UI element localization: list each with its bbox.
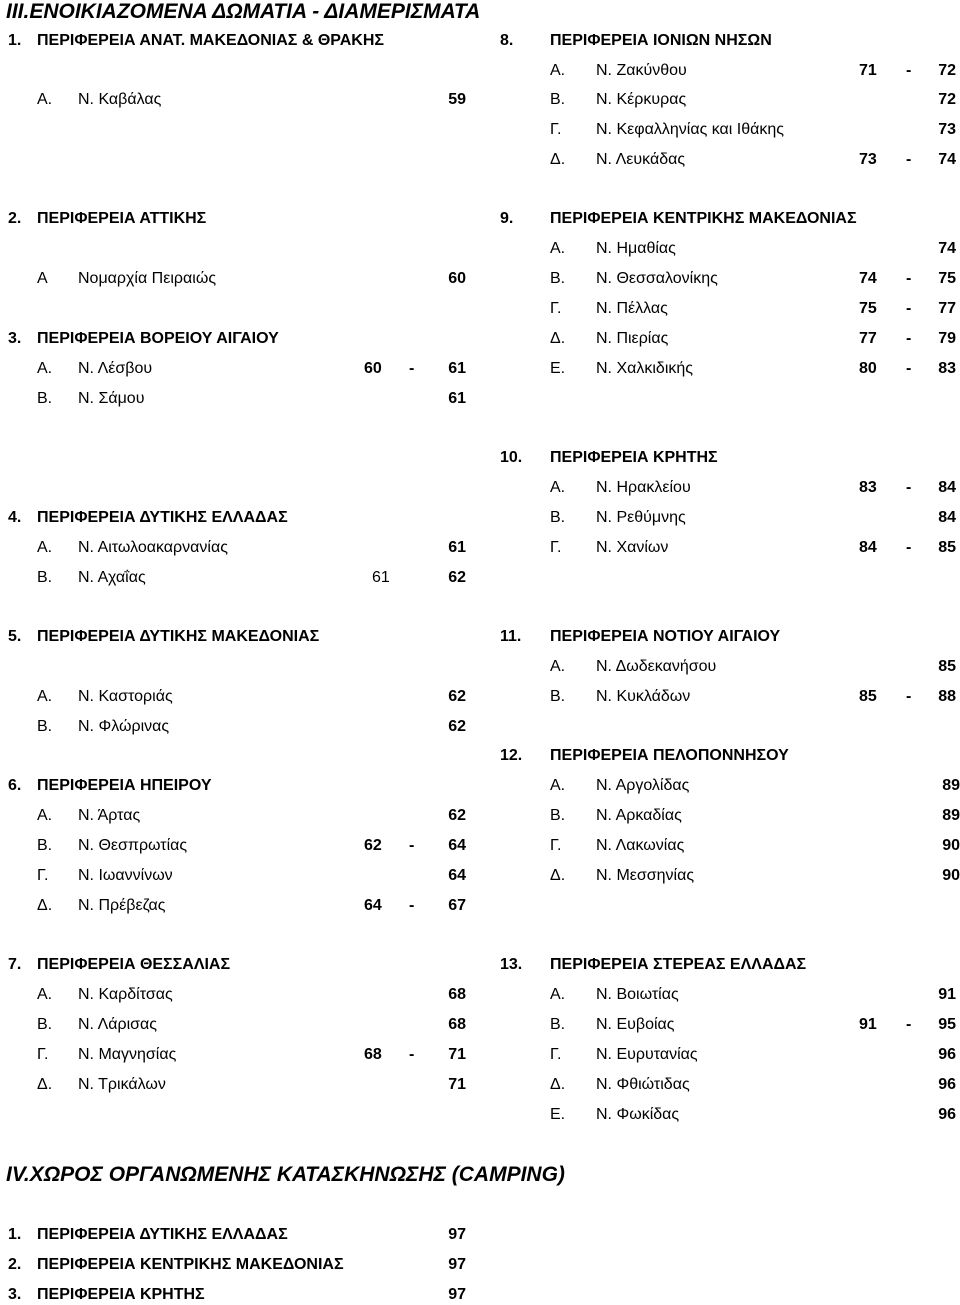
camping-region: ΠΕΡΙΦΕΡΕΙΑ ΔΥΤΙΚΗΣ ΕΛΛΑΔΑΣ (37, 1226, 288, 1243)
prefecture-name: Ν. Καστοριάς (78, 688, 173, 705)
page-number: 95 (938, 1016, 956, 1033)
prefecture-name: Ν. Ευβοίας (596, 1016, 675, 1033)
page-range-dash: - (906, 539, 912, 556)
prefecture-name: Ν. Θεσπρωτίας (78, 837, 188, 854)
region-heading: ΠΕΡΙΦΕΡΕΙΑ ΝΟΤΙΟΥ ΑΙΓΑΙΟΥ (550, 628, 781, 645)
prefecture-letter: Ε. (550, 1106, 566, 1123)
page-range-start: 74 (859, 270, 877, 287)
prefecture-name: Ν. Βοιωτίας (596, 986, 679, 1003)
prefecture-name: Ν. Κέρκυρας (596, 91, 687, 108)
prefecture-letter: Α. (37, 688, 53, 705)
page-number: 89 (942, 777, 960, 794)
page-range-start: 60 (364, 360, 382, 377)
region-heading: ΠΕΡΙΦΕΡΕΙΑ ΔΥΤΙΚΗΣ ΜΑΚΕΔΟΝΙΑΣ (37, 628, 320, 645)
prefecture-letter: Γ. (550, 1046, 562, 1063)
page-number: 68 (448, 986, 466, 1003)
page-range-start: 68 (364, 1046, 382, 1063)
region-heading: ΠΕΡΙΦΕΡΕΙΑ ΑΤΤΙΚΗΣ (37, 210, 207, 227)
prefecture-name: Ν. Πρέβεζας (78, 897, 166, 914)
region-heading: ΠΕΡΙΦΕΡΕΙΑ ΚΡΗΤΗΣ (550, 449, 718, 466)
page-number: 97 (448, 1226, 466, 1243)
prefecture-name: Ν. Λακωνίας (596, 837, 685, 854)
prefecture-name: Ν. Φθιώτιδας (596, 1076, 690, 1093)
prefecture-name: Νομαρχία Πειραιώς (78, 270, 217, 287)
page-number: 96 (938, 1106, 956, 1123)
prefecture-name: Ν. Καρδίτσας (78, 986, 173, 1003)
prefecture-letter: Β. (550, 1016, 566, 1033)
prefecture-name: Ν. Καβάλας (78, 91, 162, 108)
page-number: 90 (942, 867, 960, 884)
prefecture-letter: Δ. (37, 897, 53, 914)
page-range-start: 85 (859, 688, 877, 705)
prefecture-name: Ν. Λευκάδας (596, 151, 686, 168)
region-heading: ΠΕΡΙΦΕΡΕΙΑ ΑΝΑΤ. ΜΑΚΕΔΟΝΙΑΣ & ΘΡΑΚΗΣ (37, 32, 385, 49)
page-number: 96 (938, 1076, 956, 1093)
page-range-start: 91 (859, 1016, 877, 1033)
prefecture-letter: Α. (37, 807, 53, 824)
prefecture-letter: Α. (37, 539, 53, 556)
region-number: 4. (8, 509, 22, 526)
prefecture-letter: Α. (37, 986, 53, 1003)
page-number: 90 (942, 837, 960, 854)
page-number: 89 (942, 807, 960, 824)
prefecture-name: Ν. Μεσσηνίας (596, 867, 695, 884)
prefecture-letter: Β. (37, 837, 53, 854)
prefecture-letter: Γ. (550, 837, 562, 854)
page-range-start: 71 (859, 62, 877, 79)
prefecture-name: Ν. Ευρυτανίας (596, 1046, 698, 1063)
section-title-camping: IV.ΧΩΡΟΣ ΟΡΓΑΝΩΜΕΝΗΣ ΚΑΤΑΣΚΗΝΩΣΗΣ (CAMPING) (6, 1163, 565, 1186)
prefecture-letter: Β. (550, 688, 566, 705)
page-range-dash: - (906, 62, 912, 79)
region-number: 8. (500, 32, 514, 49)
prefecture-name: Ν. Κεφαλληνίας και Ιθάκης (596, 121, 784, 138)
prefecture-letter: Α. (550, 986, 566, 1003)
prefecture-name: Ν. Αιτωλοακαρνανίας (78, 539, 228, 556)
prefecture-letter: Γ. (550, 539, 562, 556)
page-range-dash: - (906, 151, 912, 168)
region-heading: ΠΕΡΙΦΕΡΕΙΑ ΗΠΕΙΡΟΥ (37, 777, 212, 794)
prefecture-name: Ν. Φλώρινας (78, 718, 170, 735)
prefecture-name: Ν. Φωκίδας (596, 1106, 680, 1123)
region-heading: ΠΕΡΙΦΕΡΕΙΑ ΙΟΝΙΩΝ ΝΗΣΩΝ (550, 32, 772, 49)
page-number: 88 (938, 688, 956, 705)
prefecture-name: Ν. Ζακύνθου (596, 62, 687, 79)
prefecture-name: Ν. Άρτας (78, 807, 141, 824)
prefecture-letter: Β. (550, 91, 566, 108)
prefecture-name: Ν. Ηρακλείου (596, 479, 691, 496)
prefecture-letter: Α. (550, 62, 566, 79)
page-number: 68 (448, 1016, 466, 1033)
page-number: 59 (448, 91, 466, 108)
prefecture-name: Ν. Πιερίας (596, 330, 669, 347)
prefecture-name: Ν. Χαλκιδικής (596, 360, 693, 377)
page-number: 74 (938, 151, 956, 168)
page-range-dash: - (906, 330, 912, 347)
page-range-dash: - (409, 360, 415, 377)
prefecture-name: Ν. Θεσσαλονίκης (596, 270, 718, 287)
page-number: 84 (938, 479, 956, 496)
prefecture-name: Ν. Ιωαννίνων (78, 867, 173, 884)
prefecture-name: Ν. Τρικάλων (78, 1076, 166, 1093)
page-number: 73 (938, 121, 956, 138)
prefecture-letter: Γ. (550, 121, 562, 138)
page-number: 97 (448, 1256, 466, 1273)
page-range-dash: - (409, 837, 415, 854)
section-title-rooms: III.ΕΝΟΙΚΙΑΖΟΜΕΝΑ ΔΩΜΑΤΙΑ - ΔΙΑΜΕΡΙΣΜΑΤΑ (6, 0, 481, 23)
camping-region: ΠΕΡΙΦΕΡΕΙΑ ΚΡΗΤΗΣ (37, 1286, 205, 1303)
prefecture-name: Ν. Μαγνησίας (78, 1046, 177, 1063)
prefecture-name: Ν. Ρεθύμνης (596, 509, 686, 526)
prefecture-letter: Δ. (550, 151, 566, 168)
prefecture-name: Ν. Κυκλάδων (596, 688, 691, 705)
page-range-start: 77 (859, 330, 877, 347)
prefecture-letter: Α. (550, 479, 566, 496)
region-number: 5. (8, 628, 22, 645)
prefecture-letter: Β. (37, 390, 53, 407)
page-range-dash: - (906, 479, 912, 496)
camping-number: 3. (8, 1286, 22, 1303)
prefecture-letter: Δ. (550, 330, 566, 347)
prefecture-name: Ν. Πέλλας (596, 300, 668, 317)
page-number: 85 (938, 658, 956, 675)
prefecture-letter: Δ. (550, 867, 566, 884)
region-number: 13. (500, 956, 523, 973)
region-number: 10. (500, 449, 523, 466)
page-number: 72 (938, 62, 956, 79)
page-range-dash: - (906, 270, 912, 287)
prefecture-name: Ν. Χανίων (596, 539, 669, 556)
page-number: 74 (938, 240, 956, 257)
prefecture-letter: Α. (37, 360, 53, 377)
page-range-start: 61 (372, 569, 390, 586)
page-range-start: 73 (859, 151, 877, 168)
page-number: 77 (938, 300, 956, 317)
page-number: 84 (938, 509, 956, 526)
region-number: 9. (500, 210, 514, 227)
page-number: 67 (448, 897, 466, 914)
prefecture-letter: Γ. (550, 300, 562, 317)
region-number: 2. (8, 210, 22, 227)
prefecture-name: Ν. Λέσβου (78, 360, 153, 377)
camping-number: 2. (8, 1256, 22, 1273)
page-range-start: 64 (364, 897, 382, 914)
region-number: 7. (8, 956, 22, 973)
page-number: 62 (448, 688, 466, 705)
prefecture-letter: Β. (37, 1016, 53, 1033)
region-number: 6. (8, 777, 22, 794)
camping-number: 1. (8, 1226, 22, 1243)
prefecture-letter: Β. (550, 807, 566, 824)
region-heading: ΠΕΡΙΦΕΡΕΙΑ ΘΕΣΣΑΛΙΑΣ (37, 956, 231, 973)
region-heading: ΠΕΡΙΦΕΡΕΙΑ ΔΥΤΙΚΗΣ ΕΛΛΑΔΑΣ (37, 509, 288, 526)
page-range-dash: - (906, 1016, 912, 1033)
page-range-dash: - (906, 300, 912, 317)
page-range-dash: - (409, 897, 415, 914)
prefecture-letter: Γ. (37, 1046, 49, 1063)
page-number: 79 (938, 330, 956, 347)
prefecture-name: Ν. Σάμου (78, 390, 145, 407)
page-number: 75 (938, 270, 956, 287)
page-number: 62 (448, 718, 466, 735)
region-heading: ΠΕΡΙΦΕΡΕΙΑ ΠΕΛΟΠΟΝΝΗΣΟΥ (550, 747, 789, 764)
prefecture-letter: Ε. (550, 360, 566, 377)
page-number: 60 (448, 270, 466, 287)
prefecture-name: Ν. Αργολίδας (596, 777, 690, 794)
page-number: 83 (938, 360, 956, 377)
page-number: 62 (448, 569, 466, 586)
page-number: 64 (448, 837, 466, 854)
region-number: 3. (8, 330, 22, 347)
camping-region: ΠΕΡΙΦΕΡΕΙΑ ΚΕΝΤΡΙΚΗΣ ΜΑΚΕΔΟΝΙΑΣ (37, 1256, 344, 1273)
prefecture-letter: Β. (37, 718, 53, 735)
page-number: 96 (938, 1046, 956, 1063)
prefecture-letter: Α. (550, 777, 566, 794)
page-number: 61 (448, 360, 466, 377)
prefecture-letter: Β. (550, 270, 566, 287)
page-number: 61 (448, 539, 466, 556)
page-range-start: 80 (859, 360, 877, 377)
prefecture-name: Ν. Λάρισας (78, 1016, 157, 1033)
page-number: 91 (938, 986, 956, 1003)
prefecture-letter: Δ. (550, 1076, 566, 1093)
page-range-dash: - (906, 688, 912, 705)
page-number: 61 (448, 390, 466, 407)
prefecture-letter: Α. (37, 91, 53, 108)
prefecture-name: Ν. Αρκαδίας (596, 807, 682, 824)
page-number: 71 (448, 1046, 466, 1063)
prefecture-name: Ν. Ημαθίας (596, 240, 676, 257)
region-number: 1. (8, 32, 22, 49)
page-number: 64 (448, 867, 466, 884)
prefecture-name: Ν. Αχαΐας (78, 569, 146, 586)
page-range-start: 62 (364, 837, 382, 854)
page-range-start: 83 (859, 479, 877, 496)
prefecture-letter: Β. (550, 509, 566, 526)
region-heading: ΠΕΡΙΦΕΡΕΙΑ ΣΤΕΡΕΑΣ ΕΛΛΑΔΑΣ (550, 956, 807, 973)
prefecture-letter: Α. (550, 240, 566, 257)
prefecture-letter: Δ. (37, 1076, 53, 1093)
prefecture-letter: Γ. (37, 867, 49, 884)
page-number: 85 (938, 539, 956, 556)
page-range-dash: - (906, 360, 912, 377)
page-range-start: 75 (859, 300, 877, 317)
region-heading: ΠΕΡΙΦΕΡΕΙΑ ΚΕΝΤΡΙΚΗΣ ΜΑΚΕΔΟΝΙΑΣ (550, 210, 857, 227)
prefecture-letter: Α. (550, 658, 566, 675)
region-heading: ΠΕΡΙΦΕΡΕΙΑ ΒΟΡΕΙΟΥ ΑΙΓΑΙΟΥ (37, 330, 279, 347)
prefecture-letter: Β. (37, 569, 53, 586)
region-number: 12. (500, 747, 523, 764)
prefecture-name: Ν. Δωδεκανήσου (596, 658, 717, 675)
page-range-dash: - (409, 1046, 415, 1063)
page-number: 97 (448, 1286, 466, 1303)
region-number: 11. (500, 628, 522, 645)
page-range-start: 84 (859, 539, 877, 556)
page-number: 71 (448, 1076, 466, 1093)
page-number: 72 (938, 91, 956, 108)
page-number: 62 (448, 807, 466, 824)
prefecture-letter: Α (37, 270, 48, 287)
